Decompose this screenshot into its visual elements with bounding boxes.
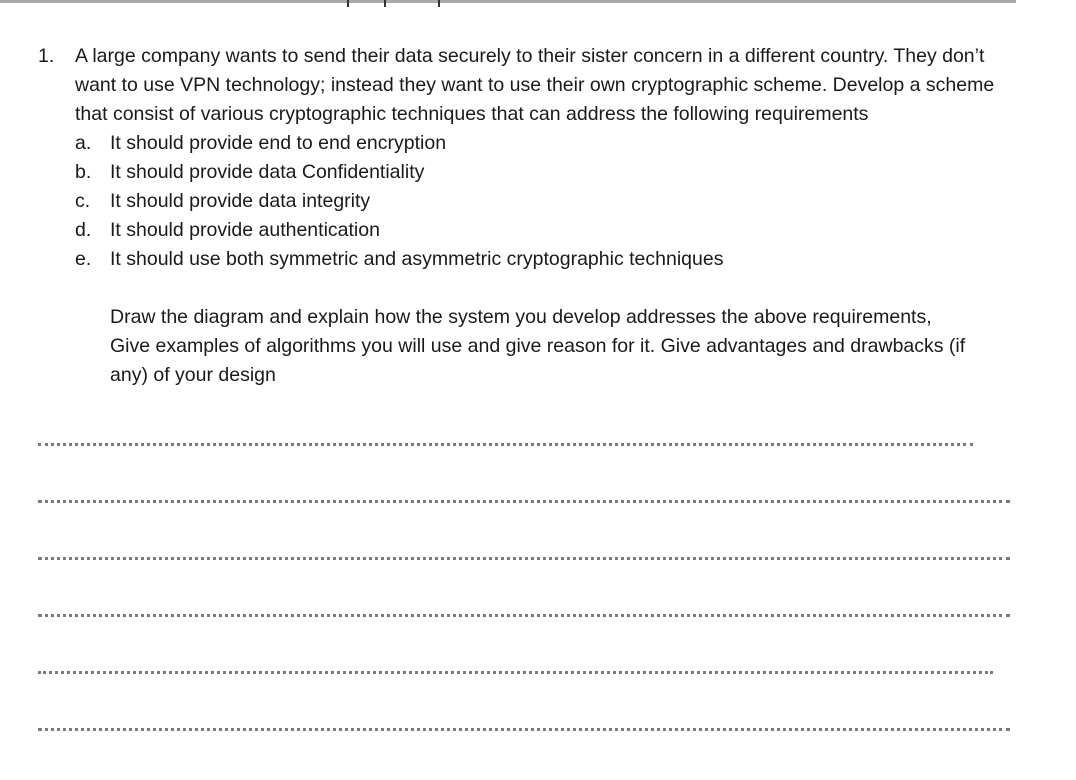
top-rule-tick [384, 0, 386, 7]
requirement-text: It should provide data Confidentiality [110, 161, 425, 183]
requirements-list [75, 129, 1038, 275]
top-rule-tick [438, 0, 440, 7]
requirement-item [75, 216, 1038, 245]
requirement-item [75, 158, 1038, 187]
top-border-rule [0, 0, 1016, 3]
top-rule-tick [347, 0, 349, 7]
requirement-letter: c. [75, 190, 91, 212]
answer-line[interactable] [38, 614, 1010, 617]
answer-line[interactable] [38, 671, 993, 674]
requirement-item [75, 245, 1038, 275]
requirement-text: It should provide authentication [110, 219, 380, 241]
requirement-letter: b. [75, 161, 92, 183]
requirement-text: It should use both symmetric and asymmetric cryptographic techniques [110, 248, 724, 270]
requirement-letter: a. [75, 132, 92, 154]
answer-line[interactable] [38, 443, 973, 446]
question-text: A large company wants to send their data securely to their sister concern in a different country. They don’t want to use VPN technology; instead they want to use their own cryptographic scheme. Develop a scheme that consist of various cryptographic techniques that can address the following requirements [75, 45, 995, 125]
requirement-letter: d. [75, 219, 92, 241]
requirement-item [75, 129, 1038, 158]
requirement-letter: e. [75, 248, 92, 270]
question-block [38, 42, 1038, 390]
instruction-text: Draw the diagram and explain how the system you develop addresses the above requirements, Give examples of algorithms you will use and give reason for it. Give advantages and drawbacks (if any) of your design [110, 306, 966, 386]
requirement-text: It should provide data integrity [110, 190, 371, 212]
answer-line[interactable] [38, 728, 1010, 731]
requirement-item [75, 187, 1038, 216]
question-number: 1. [38, 45, 55, 67]
answer-line[interactable] [38, 500, 1010, 503]
requirement-text: It should provide end to end encryption [110, 132, 447, 154]
answer-line[interactable] [38, 557, 1010, 560]
